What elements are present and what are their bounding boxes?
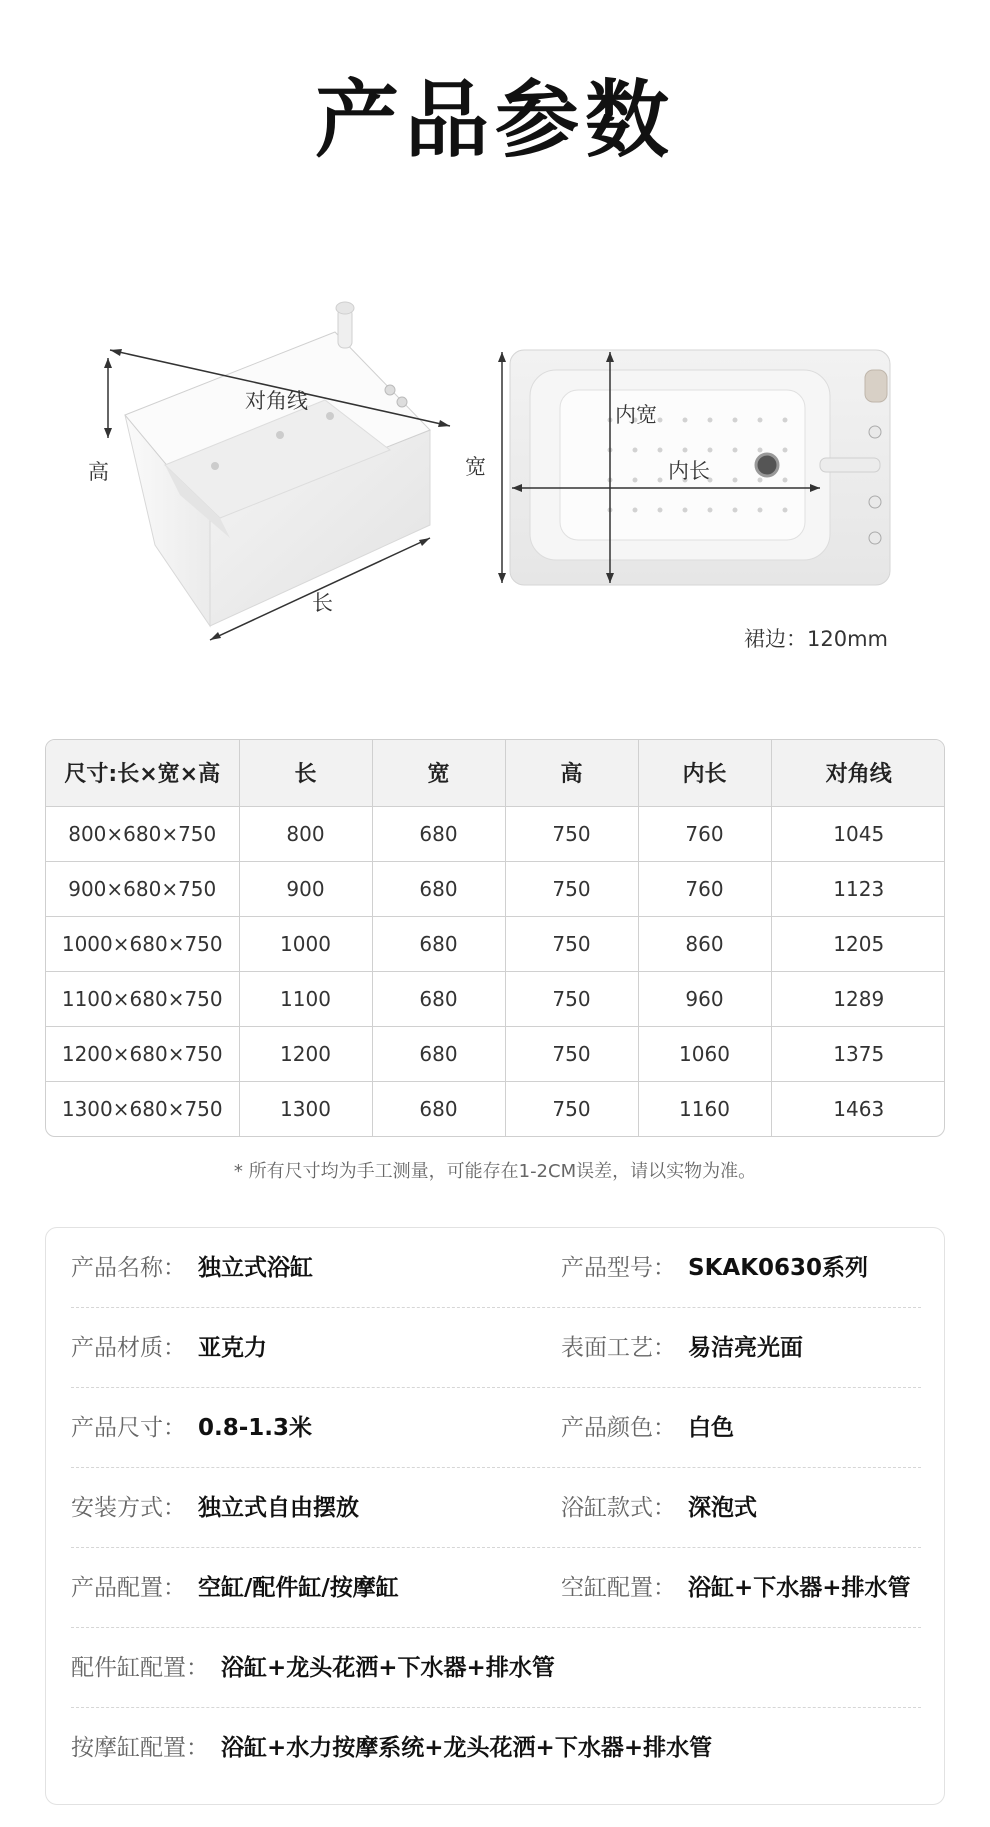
table-row	[46, 861, 945, 916]
spec-value: 亚克力	[198, 1335, 267, 1361]
cell-inner-length: 760	[638, 861, 771, 916]
spec-value: 浴缸+下水器+排水管	[688, 1575, 911, 1601]
skirt-note: 裙边：120mm	[744, 627, 888, 651]
spec-value: 0.8-1.3米	[198, 1415, 313, 1441]
cell-size: 1300×680×750	[46, 1081, 239, 1136]
cell-inner-length: 1160	[638, 1081, 771, 1136]
cell-width: 680	[372, 971, 505, 1026]
spec-label: 按摩缸配置：	[71, 1735, 209, 1761]
cell-inner-length: 960	[638, 971, 771, 1026]
spec-value: 深泡式	[688, 1495, 757, 1521]
header-size: 尺寸:长×宽×高	[46, 740, 239, 806]
spec-label: 浴缸款式：	[561, 1495, 676, 1521]
inner-length-label: 内长	[668, 459, 710, 483]
cell-width: 680	[372, 1026, 505, 1081]
page-title: 产品参数	[314, 71, 675, 169]
table-row	[46, 1026, 945, 1081]
cell-diagonal: 1375	[771, 1026, 945, 1081]
spec-value: 独立式浴缸	[198, 1255, 313, 1281]
table-header-row	[46, 740, 945, 806]
spec-card	[45, 1227, 945, 1805]
spec-label: 产品配置：	[71, 1575, 186, 1601]
cell-inner-length: 760	[638, 806, 771, 861]
cell-diagonal: 1463	[833, 1096, 885, 1121]
bathtub-side-view-diagram	[70, 290, 460, 660]
header-height: 高	[505, 740, 638, 806]
cell-diagonal: 1045	[771, 806, 945, 861]
header-length: 长	[239, 740, 372, 806]
cell-height: 750	[505, 861, 638, 916]
cell-height: 750	[505, 806, 638, 861]
length-label: 长	[312, 591, 333, 615]
cell-diagonal: 1205	[771, 916, 945, 971]
spec-label: 产品名称：	[71, 1255, 186, 1281]
spec-label: 产品型号：	[561, 1255, 676, 1281]
diagonal-label: 对角线	[245, 389, 308, 413]
cell-height: 750	[505, 916, 638, 971]
spec-label: 安装方式：	[71, 1495, 186, 1521]
spec-value: 白色	[688, 1415, 734, 1441]
cell-size: 1200×680×750	[46, 1026, 239, 1081]
spec-label: 产品材质：	[71, 1335, 186, 1361]
cell-length: 900	[239, 861, 372, 916]
table-row	[46, 1081, 945, 1136]
spec-row	[71, 1388, 921, 1468]
cell-width: 680	[372, 1081, 505, 1136]
cell-size: 1000×680×750	[46, 916, 239, 971]
cell-width: 680	[372, 916, 505, 971]
cell-height: 750	[505, 1026, 638, 1081]
spec-label: 产品颜色：	[561, 1415, 676, 1441]
spec-value: SKAK0630系列	[688, 1255, 869, 1281]
header-diagonal: 对角线	[771, 740, 945, 806]
inner-width-label: 内宽	[615, 403, 657, 427]
cell-length: 800	[239, 806, 372, 861]
spec-row	[71, 1468, 921, 1548]
spec-row	[71, 1308, 921, 1388]
header-inner-length: 内长	[638, 740, 771, 806]
cell-inner-length: 1060	[638, 1026, 771, 1081]
spec-row	[71, 1228, 921, 1308]
bathtub-top-view-diagram	[460, 340, 900, 590]
cell-height: 750	[505, 1081, 638, 1136]
cell-diagonal: 1123	[771, 861, 945, 916]
spec-label: 表面工艺：	[561, 1335, 676, 1361]
cell-size: 900×680×750	[46, 861, 239, 916]
spec-row	[71, 1708, 921, 1788]
spec-value: 空缸/配件缸/按摩缸	[198, 1575, 399, 1601]
cell-length: 1000	[239, 916, 372, 971]
spec-row	[71, 1628, 921, 1708]
cell-width: 680	[372, 861, 505, 916]
spec-value: 独立式自由摆放	[198, 1495, 359, 1521]
cell-width: 680	[372, 806, 505, 861]
header-width: 宽	[372, 740, 505, 806]
spec-value: 易洁亮光面	[688, 1335, 803, 1361]
table-row	[46, 806, 945, 861]
spec-value: 浴缸+龙头花洒+下水器+排水管	[221, 1655, 555, 1681]
size-table	[45, 739, 945, 1137]
cell-size: 1100×680×750	[46, 971, 239, 1026]
spec-value: 浴缸+水力按摩系统+龙头花洒+下水器+排水管	[221, 1735, 713, 1761]
measurement-note: * 所有尺寸均为手工测量，可能存在1-2CM误差，请以实物为准。	[233, 1161, 757, 1182]
height-label: 高	[88, 460, 109, 484]
cell-size: 800×680×750	[46, 806, 239, 861]
spec-label: 空缸配置：	[561, 1575, 676, 1601]
cell-height: 750	[505, 971, 638, 1026]
cell-length: 1100	[239, 971, 372, 1026]
width-label: 宽	[465, 455, 486, 479]
spec-label: 配件缸配置：	[71, 1655, 209, 1681]
cell-diagonal: 1289	[771, 971, 945, 1026]
cell-length: 1300	[239, 1081, 372, 1136]
spec-label: 产品尺寸：	[71, 1415, 186, 1441]
spec-row	[71, 1548, 921, 1628]
table-row	[46, 916, 945, 971]
cell-inner-length: 860	[638, 916, 771, 971]
table-row	[46, 971, 945, 1026]
cell-length: 1200	[239, 1026, 372, 1081]
